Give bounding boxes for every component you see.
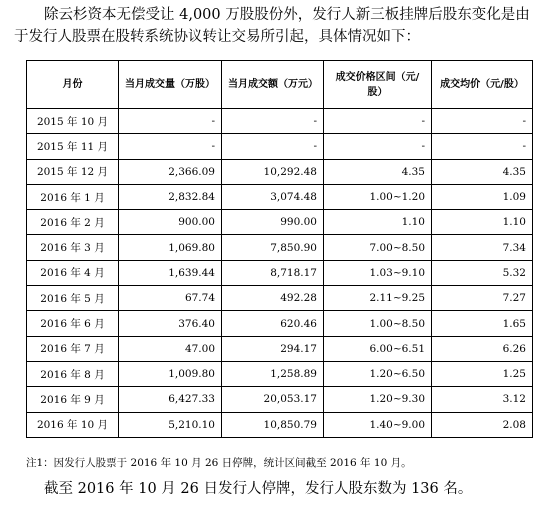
cell-avg-price: 1.09	[432, 184, 533, 209]
cell-avg-price: 5.32	[432, 260, 533, 285]
cell-amount: 492.28	[222, 286, 324, 311]
cell-volume: -	[119, 109, 222, 134]
cell-price-range: 4.35	[324, 159, 432, 184]
table-row	[27, 184, 533, 209]
cell-price-range: 1.20~9.30	[324, 387, 432, 412]
cell-volume: 1,069.80	[119, 235, 222, 260]
cell-month: 2015 年 11 月	[27, 134, 119, 159]
intro-paragraph: 除云杉资本无偿受让 4,000 万股股份外，发行人新三板挂牌后股东变化是由于发行人股票在股转系统协议转让交易所引起，具体情况如下：	[14, 7, 530, 45]
cell-avg-price: 1.65	[432, 311, 533, 336]
cell-month: 2015 年 10 月	[27, 109, 119, 134]
cell-amount: 294.17	[222, 336, 324, 361]
cell-month: 2015 年 12 月	[27, 159, 119, 184]
cell-volume: 1,009.80	[119, 361, 222, 386]
cell-price-range: 1.03~9.10	[324, 260, 432, 285]
cell-price-range: -	[324, 134, 432, 159]
table-body	[27, 109, 533, 438]
cell-month: 2016 年 2 月	[27, 210, 119, 235]
cell-amount: 990.00	[222, 210, 324, 235]
conclusion-paragraph: 截至 2016 年 10 月 26 日发行人停牌，发行人股东数为 136 名。	[44, 481, 473, 497]
header-avg-price: 成交均价（元/股）	[432, 61, 533, 109]
cell-price-range: 1.00~8.50	[324, 311, 432, 336]
cell-volume: 900.00	[119, 210, 222, 235]
cell-avg-price: 1.25	[432, 361, 533, 386]
table-row	[27, 361, 533, 386]
cell-price-range: 1.20~6.50	[324, 361, 432, 386]
cell-avg-price: 4.35	[432, 159, 533, 184]
cell-volume: -	[119, 134, 222, 159]
header-amount: 当月成交额（万元）	[222, 61, 324, 109]
table-row	[27, 210, 533, 235]
cell-month: 2016 年 5 月	[27, 286, 119, 311]
cell-avg-price: 3.12	[432, 387, 533, 412]
table-row	[27, 235, 533, 260]
cell-month: 2016 年 6 月	[27, 311, 119, 336]
cell-avg-price: 2.08	[432, 412, 533, 437]
cell-month: 2016 年 10 月	[27, 412, 119, 437]
cell-volume: 2,366.09	[119, 159, 222, 184]
cell-month: 2016 年 9 月	[27, 387, 119, 412]
cell-volume: 2,832.84	[119, 184, 222, 209]
table-row	[27, 311, 533, 336]
cell-amount: 10,850.79	[222, 412, 324, 437]
cell-volume: 67.74	[119, 286, 222, 311]
cell-avg-price: 6.26	[432, 336, 533, 361]
cell-price-range: 7.00~8.50	[324, 235, 432, 260]
cell-amount: -	[222, 134, 324, 159]
cell-avg-price: 7.34	[432, 235, 533, 260]
trading-table	[26, 60, 533, 438]
cell-avg-price: -	[432, 109, 533, 134]
cell-price-range: 1.10	[324, 210, 432, 235]
cell-amount: 10,292.48	[222, 159, 324, 184]
cell-avg-price: -	[432, 134, 533, 159]
cell-price-range: 1.40~9.00	[324, 412, 432, 437]
table-row	[27, 159, 533, 184]
cell-price-range: 6.00~6.51	[324, 336, 432, 361]
cell-volume: 5,210.10	[119, 412, 222, 437]
cell-amount: 7,850.90	[222, 235, 324, 260]
cell-price-range: 2.11~9.25	[324, 286, 432, 311]
cell-price-range: -	[324, 109, 432, 134]
cell-amount: 1,258.89	[222, 361, 324, 386]
cell-volume: 1,639.44	[119, 260, 222, 285]
cell-volume: 6,427.33	[119, 387, 222, 412]
cell-price-range: 1.00~1.20	[324, 184, 432, 209]
table-header-row	[27, 61, 533, 109]
cell-amount: 3,074.48	[222, 184, 324, 209]
cell-month: 2016 年 3 月	[27, 235, 119, 260]
table-row	[27, 336, 533, 361]
cell-avg-price: 7.27	[432, 286, 533, 311]
cell-avg-price: 1.10	[432, 210, 533, 235]
table-row	[27, 134, 533, 159]
cell-month: 2016 年 4 月	[27, 260, 119, 285]
cell-volume: 47.00	[119, 336, 222, 361]
header-price-range: 成交价格区间（元/股）	[324, 61, 432, 109]
cell-volume: 376.40	[119, 311, 222, 336]
cell-amount: 620.46	[222, 311, 324, 336]
cell-amount: -	[222, 109, 324, 134]
cell-month: 2016 年 7 月	[27, 336, 119, 361]
table-row	[27, 109, 533, 134]
table-footnote: 注1：因发行人股票于 2016 年 10 月 26 日停牌，统计区间截至 2016 年 10 月。	[26, 457, 412, 469]
header-month: 月份	[27, 61, 119, 109]
table-row	[27, 286, 533, 311]
header-volume: 当月成交量（万股）	[119, 61, 222, 109]
table-row	[27, 387, 533, 412]
cell-month: 2016 年 8 月	[27, 361, 119, 386]
cell-month: 2016 年 1 月	[27, 184, 119, 209]
cell-amount: 20,053.17	[222, 387, 324, 412]
table-row	[27, 412, 533, 437]
cell-amount: 8,718.17	[222, 260, 324, 285]
table-row	[27, 260, 533, 285]
